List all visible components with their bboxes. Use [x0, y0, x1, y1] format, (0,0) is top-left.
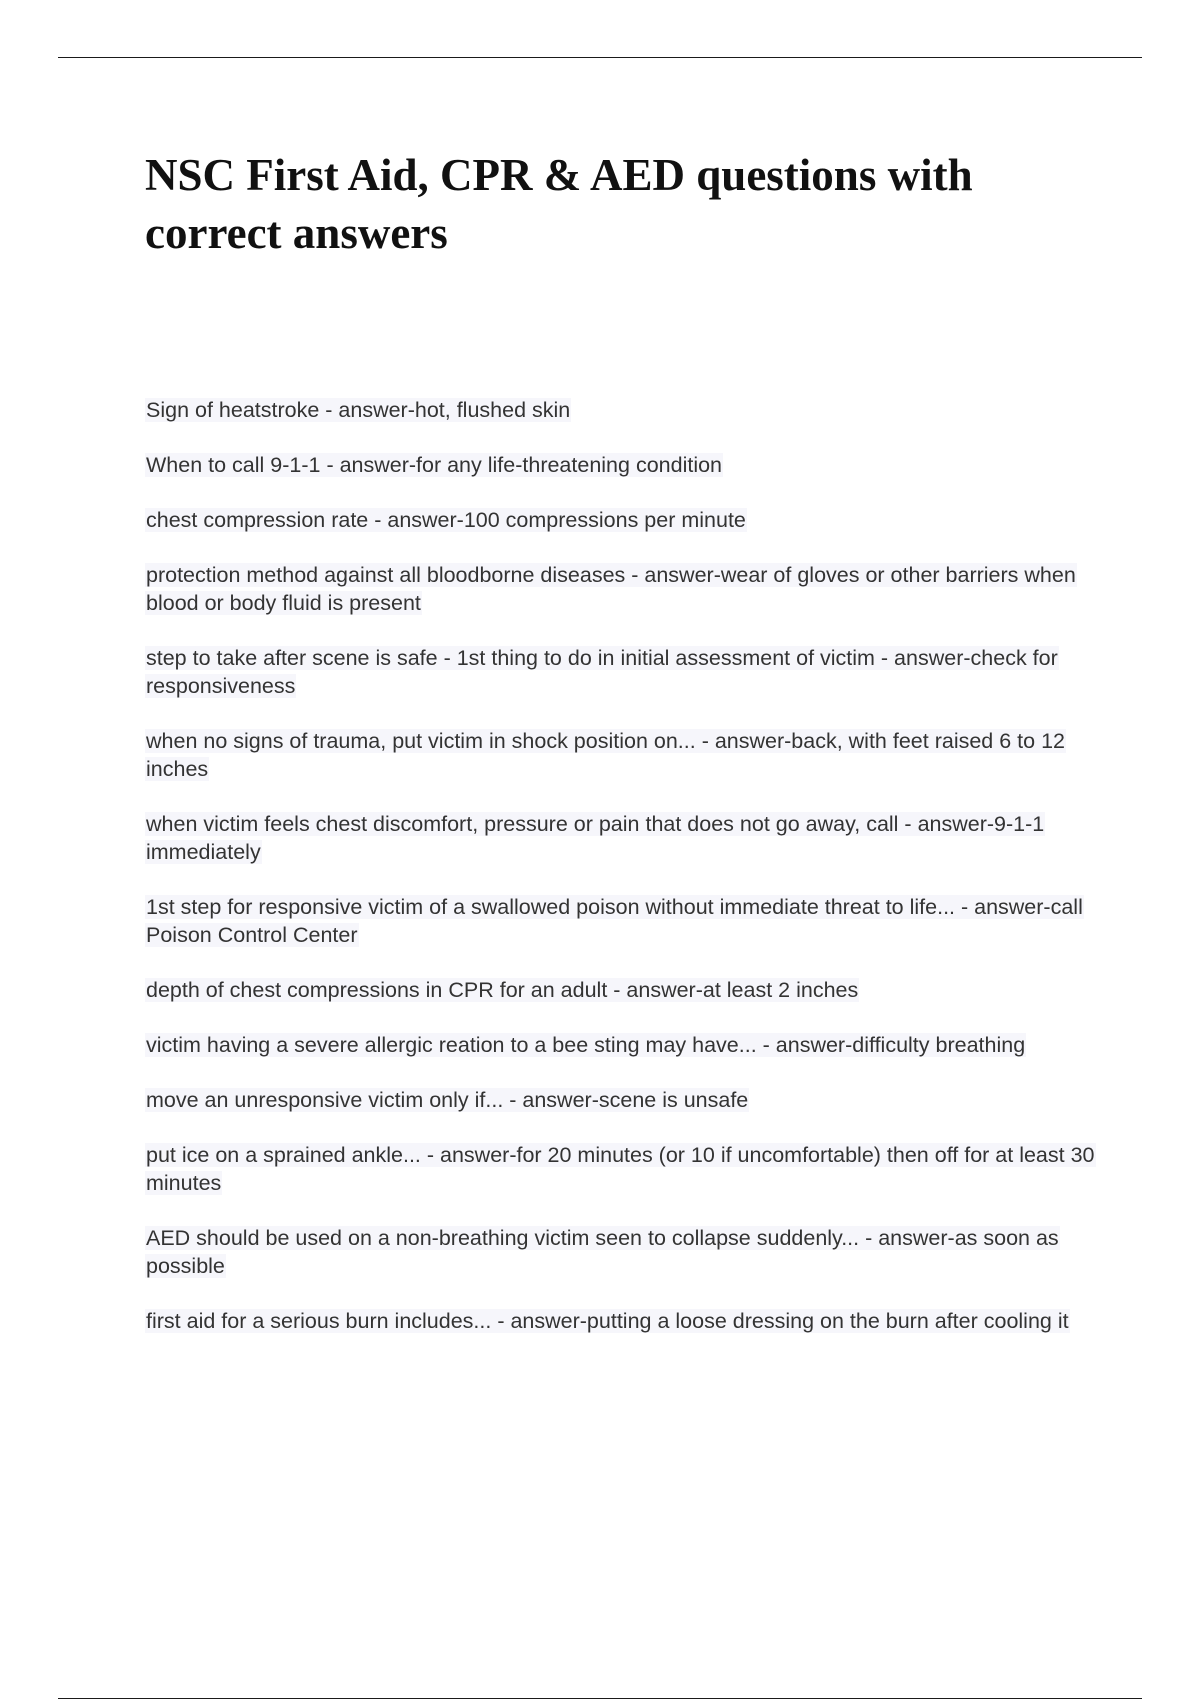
qa-text: when no signs of trauma, put victim in shock position on... - answer-back, with feet raised 6 to 12 inches — [146, 729, 1065, 781]
bottom-rule — [58, 1698, 1142, 1699]
qa-text: protection method against all bloodborne diseases - answer-wear of gloves or other barriers when blood or body fluid is present — [146, 563, 1076, 615]
qa-item — [145, 451, 1095, 479]
qa-text: when victim feels chest discomfort, pressure or pain that does not go away, call - answer-9-1-1 immediately — [146, 812, 1045, 864]
qa-text: step to take after scene is safe - 1st thing to do in initial assessment of victim - answer-check for responsiveness — [146, 646, 1058, 698]
qa-text: depth of chest compressions in CPR for an adult - answer-at least 2 inches — [146, 978, 859, 1002]
qa-text: When to call 9-1-1 - answer-for any life-threatening condition — [146, 453, 723, 477]
top-rule — [58, 57, 1142, 58]
page-title: NSC First Aid, CPR & AED questions with correct answers — [145, 150, 973, 258]
qa-item — [145, 1086, 1095, 1114]
qa-item — [145, 893, 1095, 949]
qa-item — [145, 506, 1095, 534]
qa-text: chest compression rate - answer-100 compressions per minute — [146, 508, 746, 532]
qa-text: first aid for a serious burn includes... - answer-putting a loose dressing on the burn after cooling it — [146, 1309, 1069, 1333]
qa-item — [145, 810, 1095, 866]
qa-item — [145, 976, 1095, 1004]
qa-item — [145, 1307, 1095, 1335]
qa-text: put ice on a sprained ankle... - answer-for 20 minutes (or 10 if uncomfortable) then off for at least 30 minutes — [146, 1143, 1095, 1195]
qa-item — [145, 1224, 1095, 1280]
qa-text: move an unresponsive victim only if... - answer-scene is unsafe — [146, 1088, 749, 1112]
qa-text: AED should be used on a non-breathing victim seen to collapse suddenly... - answer-as soon as possible — [146, 1226, 1059, 1278]
qa-item — [145, 396, 1095, 424]
qa-text: 1st step for responsive victim of a swallowed poison without immediate threat to life... - answer-call Poison Control Center — [146, 895, 1083, 947]
qa-list — [145, 396, 1095, 1362]
qa-item — [145, 561, 1095, 617]
qa-item — [145, 644, 1095, 700]
qa-item — [145, 1141, 1095, 1197]
qa-item — [145, 727, 1095, 783]
qa-text: victim having a severe allergic reation to a bee sting may have... - answer-difficulty breathing — [146, 1033, 1026, 1057]
qa-item — [145, 1031, 1095, 1059]
qa-text: Sign of heatstroke - answer-hot, flushed skin — [146, 398, 571, 422]
